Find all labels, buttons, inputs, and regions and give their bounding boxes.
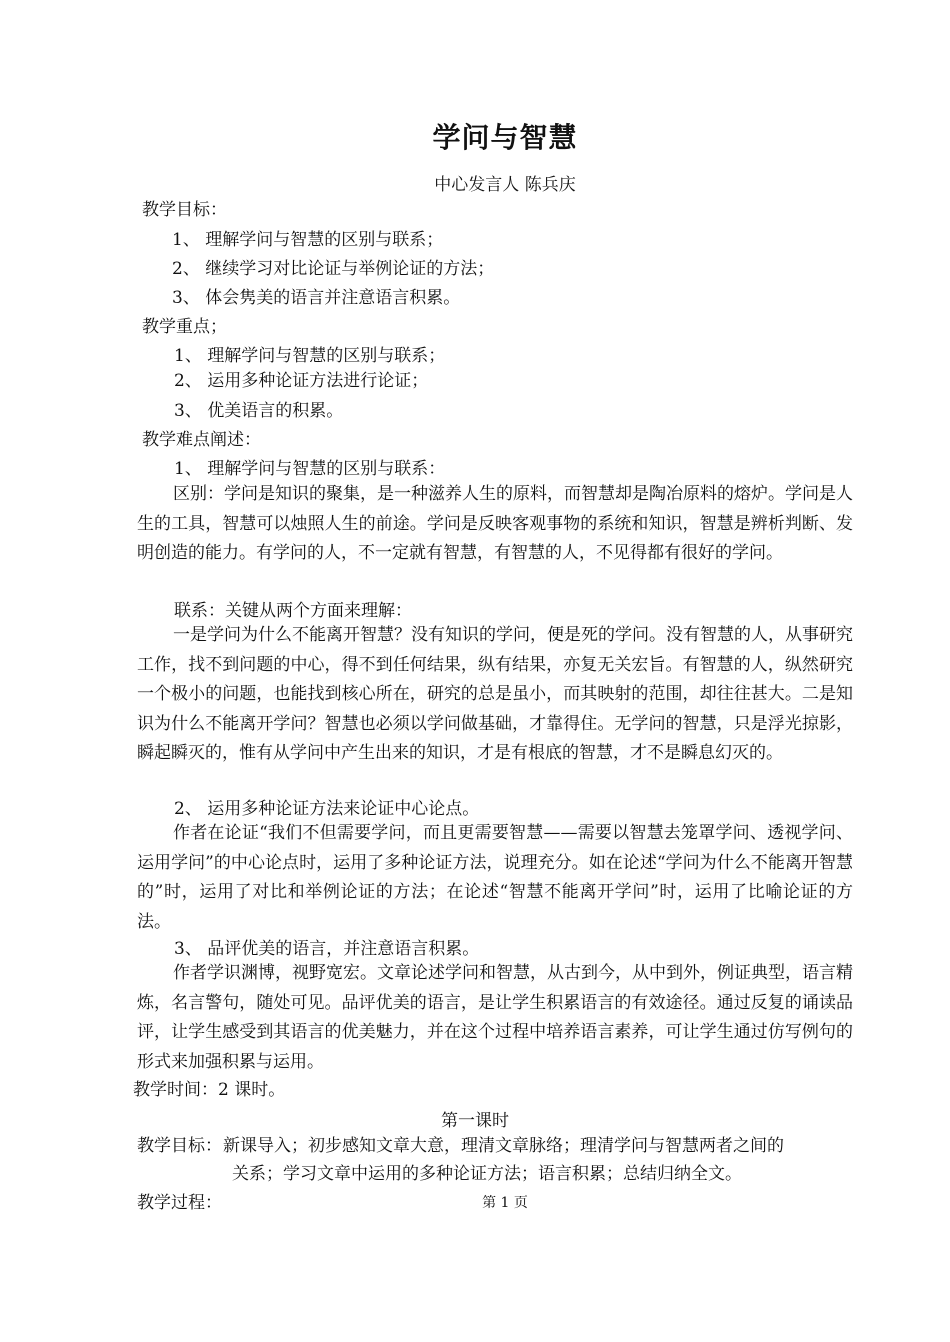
language-paragraph: 作者学识渊博，视野宽宏。文章论述学问和智慧，从古到今，从中到外，例证典型，语言精炼，名言警句，随处可见。品评优美的语言，是让学生积累语言的有效途径。通过反复的诵读品评，让学生感受到其语言的优美魅力，并在这个过程中培养语言素养，可让学生通过仿写例句的形式来加强积累与运用。 bbox=[137, 963, 853, 1072]
connection-paragraph: 一是学问为什么不能离开智慧？没有知识的学问，便是死的学问。没有智慧的人，从事研究工作，找不到问题的中心，得不到任何结果，纵有结果，亦复无关宏旨。有智慧的人，纵然研究一个极小的问题，也能找到核心所在，研究的总是虽小，而其映射的范围，却往往甚大。二是知识为什么不能离开学问？智慧也必须以学问做基础，才靠得住。无学问的智慧，只是浮光掠影，瞬起瞬灭的，惟有从学问中产生出来的知识，才是有根底的智慧，才不是瞬息幻灭的。 bbox=[137, 625, 853, 764]
document-title: 学问与智慧 bbox=[432, 121, 578, 154]
connection-line: 联系：关键从两个方面来理解： bbox=[174, 601, 412, 621]
key-heading: 教学重点； bbox=[142, 317, 227, 337]
key-item: 3、 优美语言的积累。 bbox=[174, 401, 344, 421]
key-item: 1、 理解学问与智慧的区别与联系； bbox=[174, 346, 446, 366]
method-paragraph: 作者在论证“我们不但需要学问，而且更需要智慧——需要以智慧去笼罩学问、透视学问、运用学问”的中心论点时，运用了多种论证方法，说理充分。如在论述“学问为什么不能离开智慧的”时，运用了对比和举例论证的方法；在论述“智慧不能离开学问”时，运用了比喻论证的方法。 bbox=[137, 823, 853, 932]
lesson-heading: 第一课时 bbox=[441, 1111, 509, 1131]
goal-item: 1、 理解学问与智慧的区别与联系； bbox=[172, 230, 444, 250]
lesson-goals-label: 教学目标： bbox=[137, 1136, 222, 1156]
goal-item: 3、 体会隽美的语言并注意语言积累。 bbox=[172, 288, 461, 308]
difficulty-item-2: 2、 运用多种论证方法来论证中心论点。 bbox=[174, 799, 480, 819]
lesson-goals-line: 新课导入；初步感知文章大意，理清文章脉络；理清学问与智慧两者之间的 bbox=[223, 1136, 784, 1156]
difficulty-heading: 教学难点阐述： bbox=[142, 430, 261, 450]
difference-paragraph: 区别：学问是知识的聚集，是一种滋养人生的原料，而智慧却是陶冶原料的熔炉。学问是人生的工具，智慧可以烛照人生的前途。学问是反映客观事物的系统和知识，智慧是辨析判断、发明创造的能力。有学问的人，不一定就有智慧，有智慧的人，不见得都有很好的学问。 bbox=[137, 484, 853, 564]
document-subtitle: 中心发言人 陈兵庆 bbox=[434, 175, 576, 195]
time-line: 教学时间：2 课时。 bbox=[133, 1080, 286, 1100]
difficulty-item-1: 1、 理解学问与智慧的区别与联系： bbox=[174, 459, 446, 479]
goal-item: 2、 继续学习对比论证与举例论证的方法； bbox=[172, 259, 495, 279]
goals-heading: 教学目标： bbox=[142, 200, 227, 220]
page-number: 第 1 页 bbox=[482, 1195, 528, 1211]
lesson-goals-line: 关系；学习文章中运用的多种论证方法；语言积累；总结归纳全文。 bbox=[232, 1164, 742, 1184]
key-item: 2、 运用多种论证方法进行论证； bbox=[174, 371, 429, 391]
difficulty-item-3: 3、 品评优美的语言，并注意语言积累。 bbox=[174, 939, 480, 959]
process-heading: 教学过程： bbox=[137, 1193, 222, 1213]
